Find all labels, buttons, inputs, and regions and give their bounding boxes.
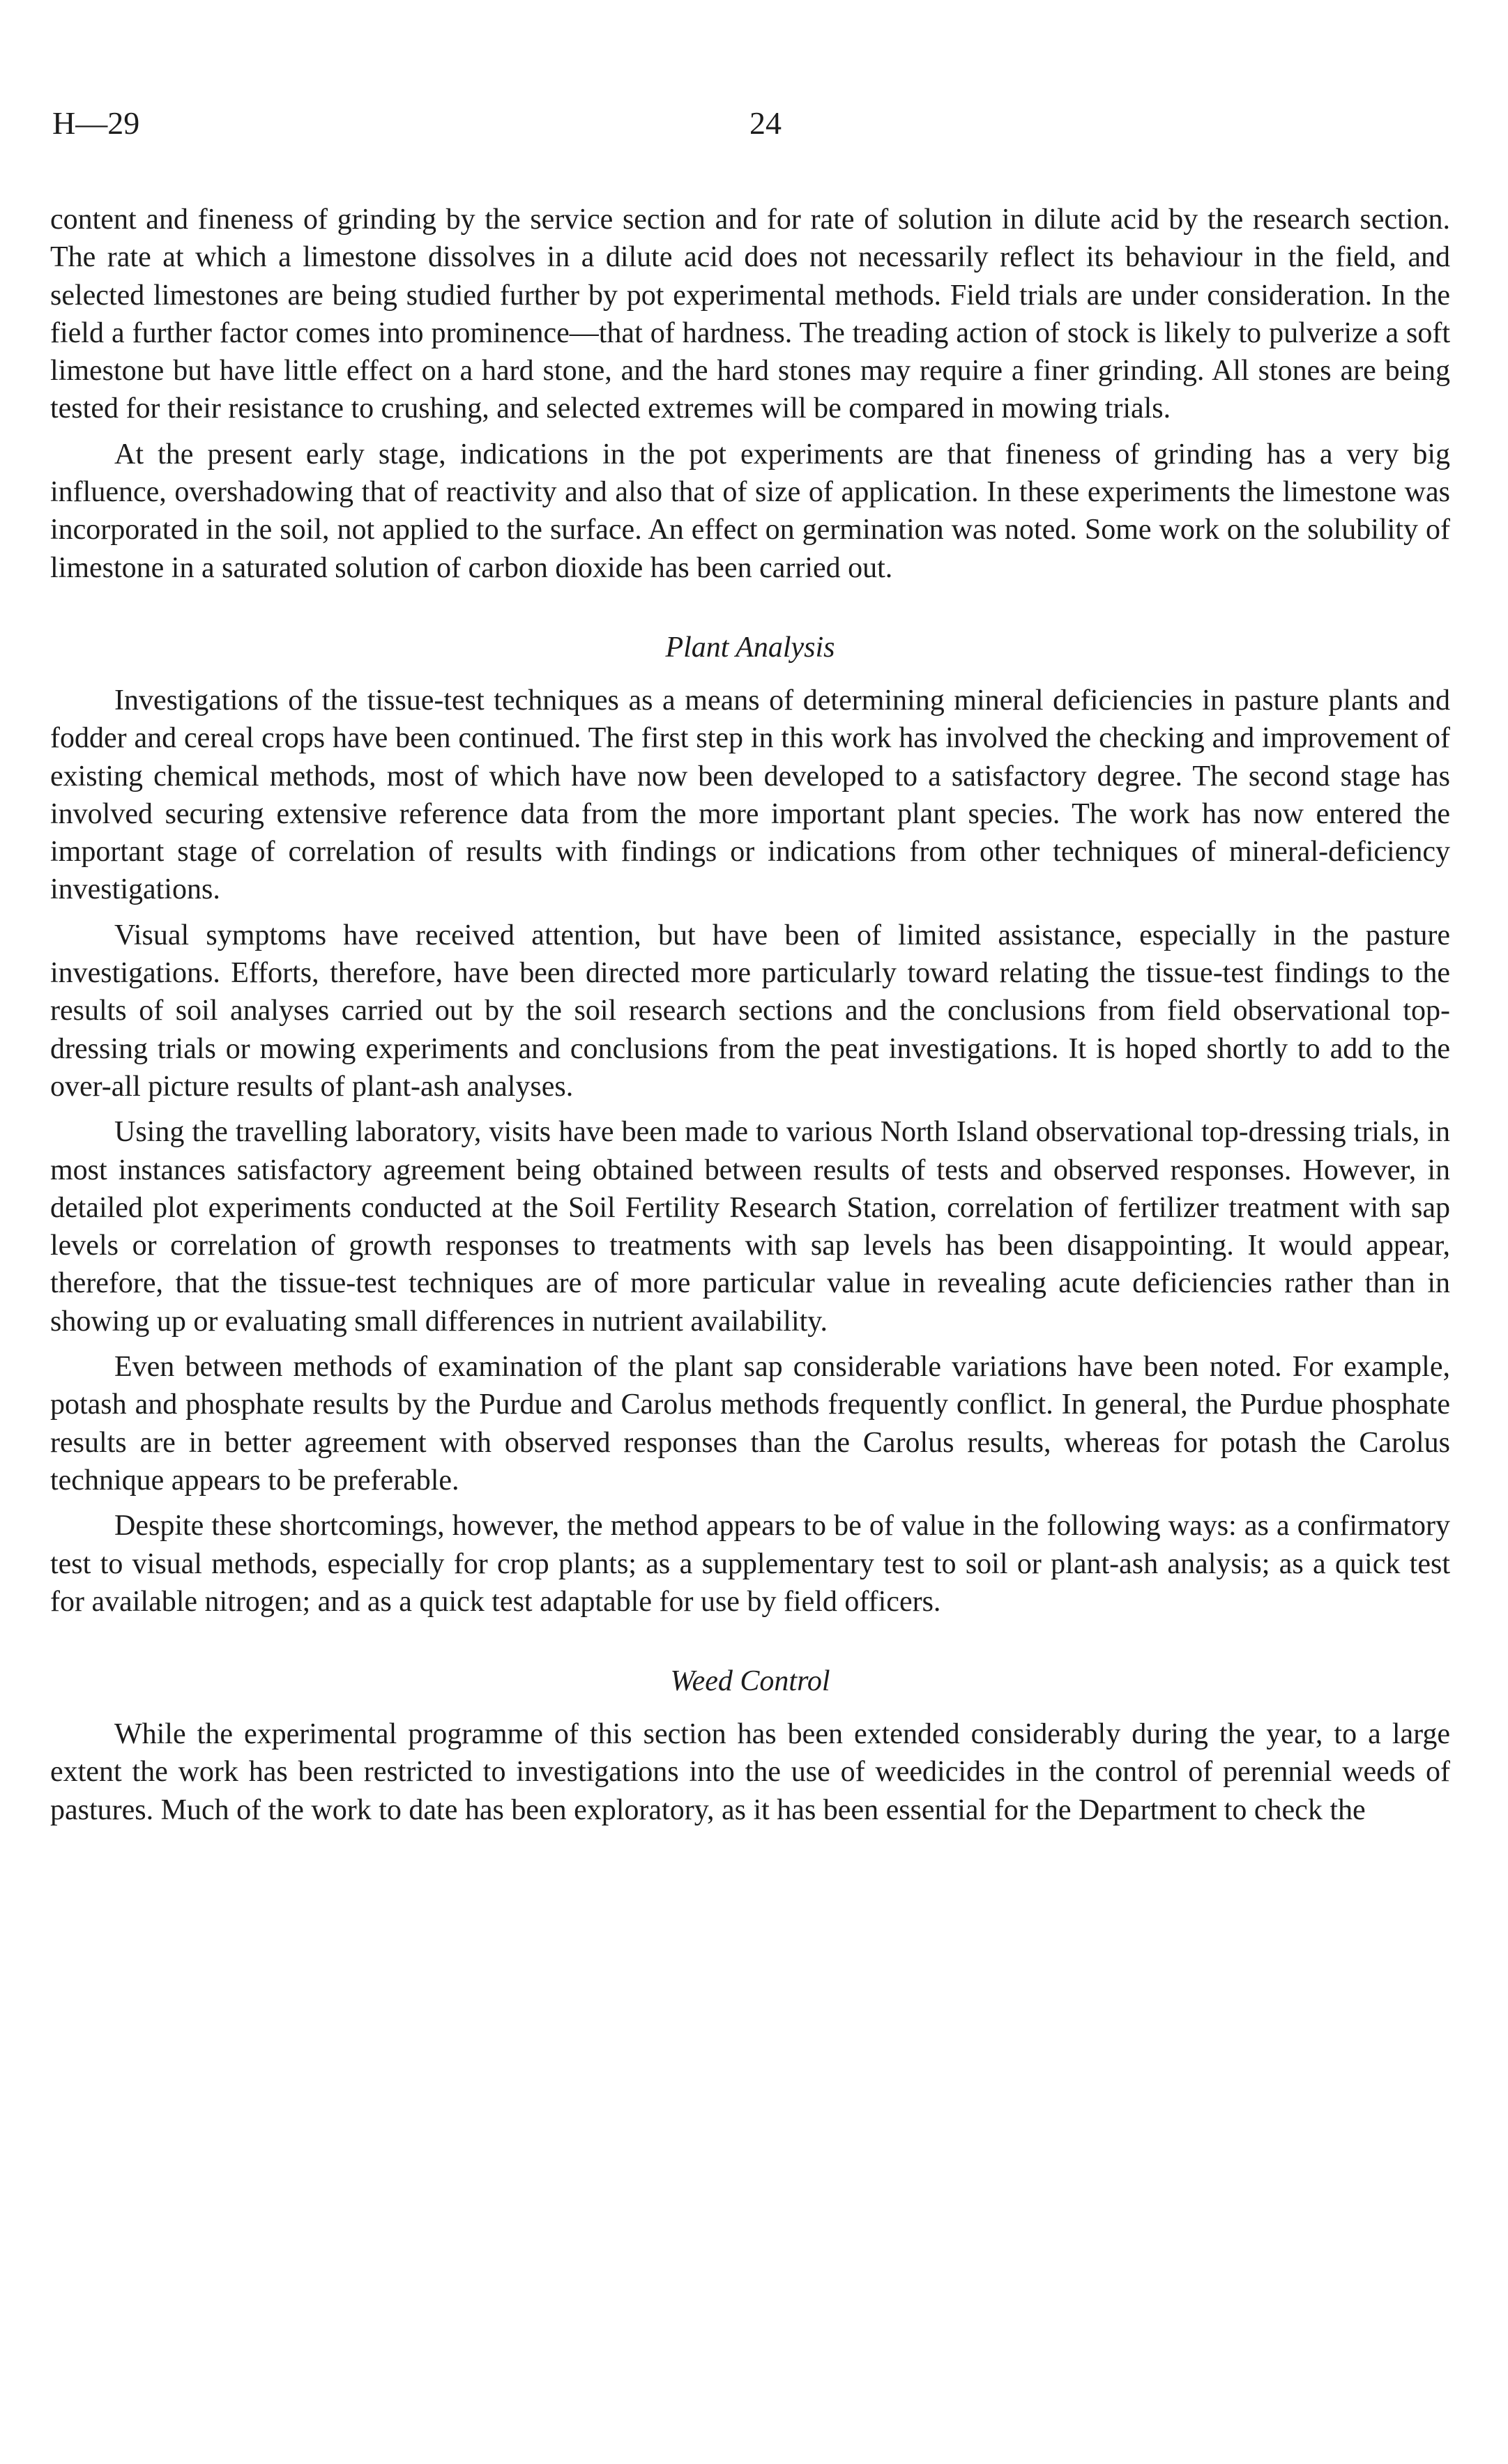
paragraph: Despite these shortcomings, however, the method appears to be of value in the following ways: as a confirmatory test to visual methods, especially for crop plants; as a supplementary test to soil or plant-ash analysis; as a quick test for available nitrogen; and as a quick test adaptable for use by field officers.: [50, 1510, 1450, 1618]
section-heading-weed-control: Weed Control: [670, 1665, 830, 1698]
paragraph: While the experimental programme of this section has been extended considerably during the year, to a large extent the work has been restricted to investigations into the use of weedicides in the control of perennial weeds of pastures. Much of the work to date has been exploratory, as it has been essential for the Department to check the: [50, 1718, 1450, 1826]
document-reference: H—29: [52, 105, 140, 141]
paragraph: Even between methods of examination of the plant sap considerable variations have been noted. For example, potash and phosphate results by the Purdue and Carolus methods frequently conflict. In general, the Purdue phosphate results are in better agreement with observed responses than the Carolus results, whereas for potash the Carolus technique appears to be preferable.: [50, 1351, 1450, 1497]
paragraph: At the present early stage, indications in the pot experiments are that fineness of grinding has a very big influence, overshadowing that of reactivity and also that of size of application. In these experiments the limestone was incorporated in the soil, not applied to the surface. An effect on germination was noted. Some work on the solubility of limestone in a saturated solution of carbon dioxide has been carried out.: [50, 438, 1450, 584]
paragraph-continued: content and fineness of grinding by the service section and for rate of solution in dilute acid by the research section. The rate at which a limestone dissolves in a dilute acid does not necessarily reflect its behaviour in the field, and selected limestones are being studied further by pot experimental methods. Field trials are under consideration. In the field a further factor comes into prominence—that of hardness. The treading action of stock is likely to pulverize a soft limestone but have little effect on a hard stone, and the hard stones may require a finer grinding. All stones are being tested for their resistance to crushing, and selected extremes will be compared in mowing trials.: [50, 204, 1450, 425]
section-heading-plant-analysis: Plant Analysis: [665, 631, 835, 664]
paragraph: Using the travelling laboratory, visits have been made to various North Island observational top-dressing trials, in most instances satisfactory agreement being obtained between results of tests and observed responses. However, in detailed plot experiments conducted at the Soil Fertility Research Station, correlation of fertilizer treatment with sap levels or correlation of growth responses to treatments with sap levels has been disappointing. It would appear, therefore, that the tissue-test techniques are of more particular value in revealing acute deficiencies rather than in showing up or evaluating small differences in nutrient availability.: [50, 1116, 1450, 1338]
paragraph: Visual symptoms have received attention, but have been of limited assistance, especially in the pasture investigations. Efforts, therefore, have been directed more particularly toward relating the tissue-test findings to the results of soil analyses carried out by the soil research sections and the conclusions from field observational top-dressing trials or mowing experiments and conclusions from the peat investigations. It is hoped shortly to add to the over-all picture results of plant-ash analyses.: [50, 919, 1450, 1103]
page-number: 24: [749, 105, 782, 141]
document-body: [50, 201, 1450, 1829]
paragraph: Investigations of the tissue-test techniques as a means of determining mineral deficiencies in pasture plants and fodder and cereal crops have been continued. The first step in this work has involved the checking and improvement of existing chemical methods, most of which have now been developed to a satisfactory degree. The second stage has involved securing extensive reference data from the more important plant species. The work has now entered the important stage of correlation of results with findings or indications from other techniques of mineral-deficiency investigations.: [50, 684, 1450, 906]
page-header: [52, 105, 1447, 153]
